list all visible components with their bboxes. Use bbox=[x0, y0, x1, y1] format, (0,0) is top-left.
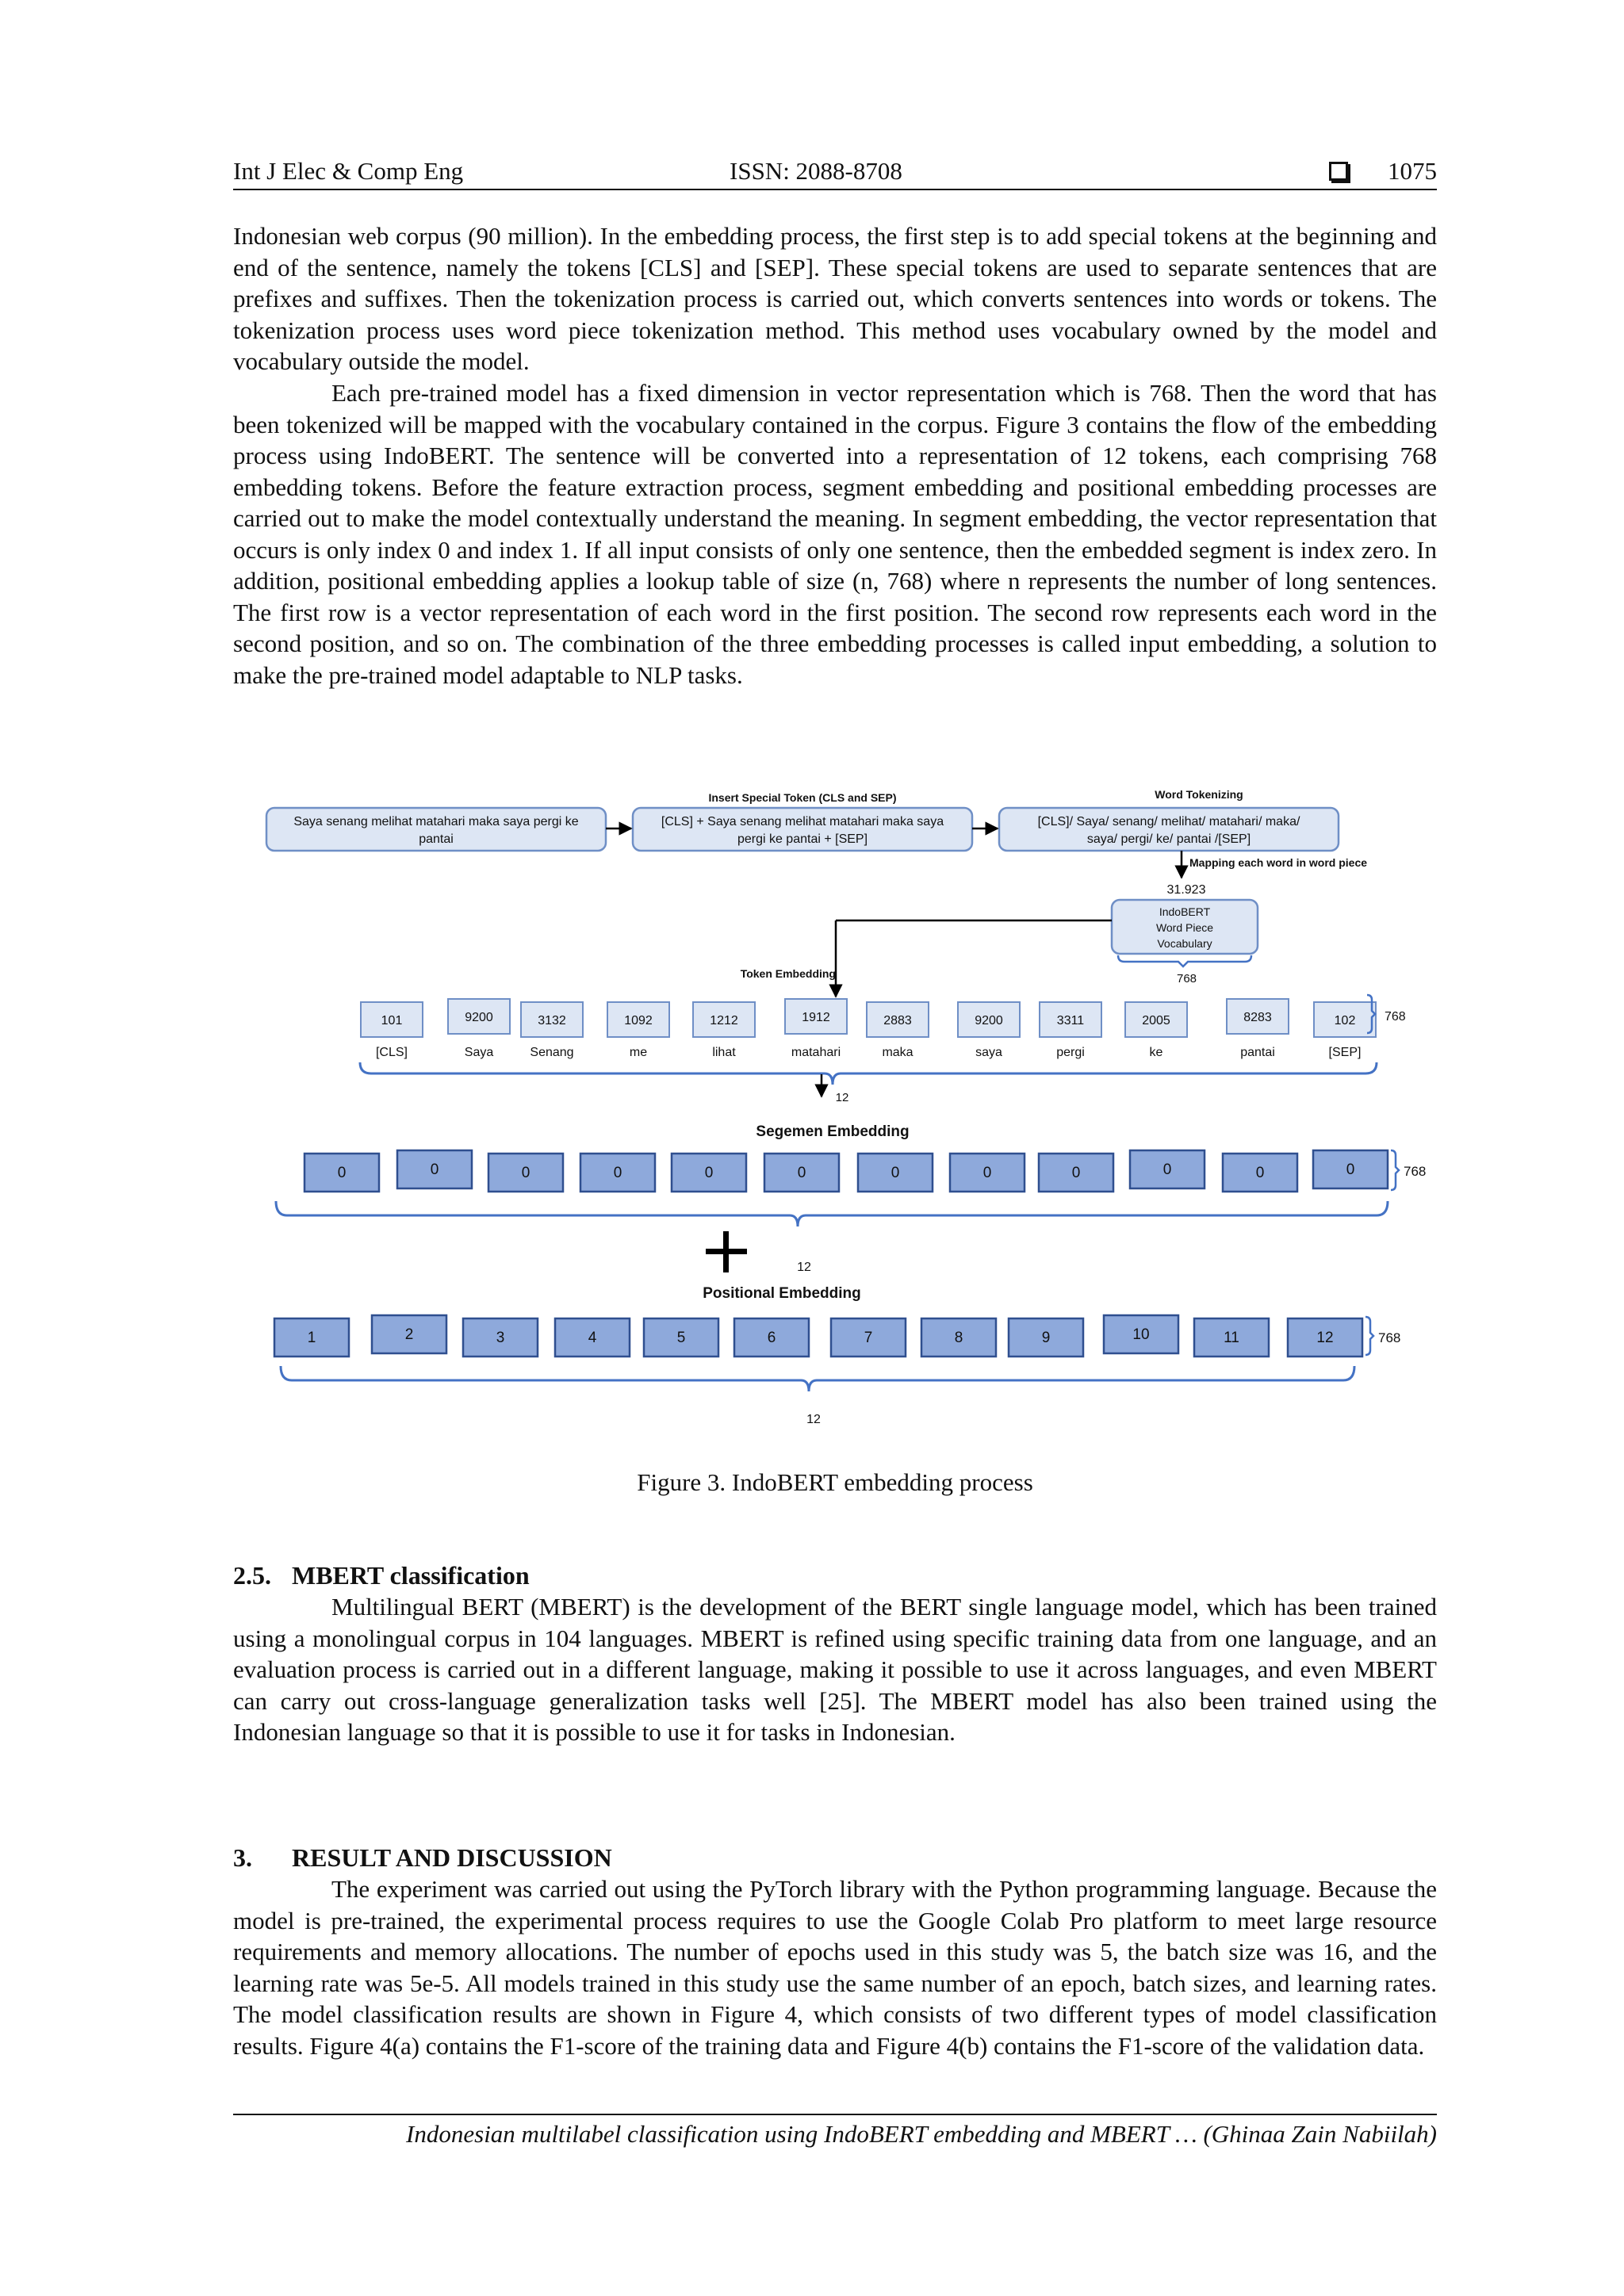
position-value: 2 bbox=[404, 1326, 414, 1343]
page-number: 1075 bbox=[1388, 157, 1437, 185]
position-value: 10 bbox=[1132, 1326, 1150, 1343]
token-count-label: 12 bbox=[835, 1091, 849, 1104]
figure-3 bbox=[233, 781, 1437, 1439]
plus-icon bbox=[723, 1231, 729, 1272]
paragraph-2: Each pre-trained model has a fixed dimension in vector representation which is 768. Then the word that has been tokenized will be mapped with the vocabulary contained in the corpus. Figure 3 contains the flow of the embedding process using IndoBERT. The sentence will be converted into a representation of 12 tokens, each comprising 768 embedding tokens. Before the feature extraction process, segment embedding and positional embedding processes are carried out to make the model contextually understand the meaning. In segment embedding, the vector representation that occurs is only index 0 and index 1. If all input consists of only one sentence, then the embedded segment is index zero. In addition, positional embedding applies a lookup table of size (n, 768) where n represents the number of long sentences. The first row is a vector representation of each word in the first position. The second row represents each word in the second position, and so on. The combination of the three embedding processes is called input embedding, a solution to make the pre-trained model adaptable to NLP tasks. bbox=[233, 379, 1437, 689]
box-text-line-2: saya/ pergi/ ke/ pantai /[SEP] bbox=[1086, 832, 1251, 846]
segment-dim-brace bbox=[1391, 1150, 1399, 1190]
segment-value: 0 bbox=[1346, 1161, 1355, 1178]
token-id: 8283 bbox=[1243, 1011, 1272, 1024]
page-footer: Indonesian multilabel classification using IndoBERT embedding and MBERT … (Ghinaa Zain Nabiilah) bbox=[406, 2120, 1437, 2148]
vocab-line-2: Word Piece bbox=[1155, 921, 1214, 934]
segment-value: 0 bbox=[982, 1165, 992, 1181]
position-value: 11 bbox=[1224, 1330, 1239, 1346]
box-text-line-1: [CLS]/ Saya/ senang/ melihat/ matahari/ maka/ bbox=[1037, 815, 1300, 828]
paragraph-3: Multilingual BERT (MBERT) is the development of the BERT single language model, which has been trained using a monolingual corpus in 104 languages. MBERT is refined using specific training data from one language, and an evaluation process is carried out in a different language, making it possible to use it across languages, and even MBERT can carry out cross-language generalization tasks well [25]. The MBERT model has also been trained using the Indonesian language so that it is possible to use it for tasks in Indonesian. bbox=[233, 1593, 1437, 1746]
square-bullet-icon bbox=[1329, 162, 1348, 181]
paragraph-4: The experiment was carried out using the PyTorch library with the Python programming language. Because the model is pre-trained, the experimental process requires to use the Google Colab Pro platform to meet large resource requirements and memory allocations. The number of epochs used in this study was 5, the batch size was 16, and the learning rate was 5e-5. All models trained in this study use the same number of an epoch, batch sizes, and learning rates. The model classification results are shown in Figure 4, which consists of two different types of model classification results. Figure 4(a) contains the F1-score of the training data and Figure 4(b) contains the F1-score of the validation data. bbox=[233, 1875, 1437, 2060]
section-number: 2.5. bbox=[233, 1561, 271, 1590]
position-value: 5 bbox=[676, 1330, 686, 1346]
position-value: 7 bbox=[864, 1330, 873, 1346]
segment-value: 0 bbox=[1162, 1161, 1172, 1178]
word-tokenizing-label: Word Tokenizing bbox=[1155, 788, 1243, 801]
positional-embedding-label: Positional Embedding bbox=[703, 1285, 861, 1302]
box-text-line-2: pantai bbox=[419, 832, 454, 846]
position-value: 4 bbox=[588, 1330, 597, 1346]
token-id: 101 bbox=[381, 1014, 403, 1027]
mapping-label: Mapping each word in word piece bbox=[1189, 856, 1368, 869]
segment-value: 0 bbox=[891, 1165, 900, 1181]
token-word: matahari bbox=[791, 1046, 841, 1059]
position-value: 6 bbox=[767, 1330, 776, 1346]
segment-value: 0 bbox=[521, 1165, 530, 1181]
section-heading-3 bbox=[233, 1842, 612, 1873]
embedding-diagram bbox=[233, 781, 1437, 1439]
token-word: Saya bbox=[464, 1046, 494, 1059]
box-text-line-1: [CLS] + Saya senang melihat matahari maka saya bbox=[661, 815, 944, 828]
segment-value: 0 bbox=[430, 1161, 439, 1178]
token-word: ke bbox=[1149, 1046, 1163, 1059]
segment-value: 0 bbox=[797, 1165, 806, 1181]
token-id: 1212 bbox=[710, 1014, 738, 1027]
segment-value: 0 bbox=[613, 1165, 622, 1181]
token-id: 9200 bbox=[465, 1011, 493, 1024]
section-number: 3. bbox=[233, 1843, 252, 1872]
vocab-line-3: Vocabulary bbox=[1157, 937, 1212, 950]
token-id: 9200 bbox=[975, 1014, 1003, 1027]
token-word: pergi bbox=[1056, 1046, 1085, 1059]
position-value: 8 bbox=[954, 1330, 963, 1346]
section-title: MBERT classification bbox=[292, 1561, 530, 1590]
footer-rule bbox=[233, 2114, 1437, 2115]
token-id: 3311 bbox=[1056, 1014, 1085, 1027]
segment-value: 0 bbox=[1255, 1165, 1265, 1181]
positional-dim-label: 768 bbox=[1378, 1330, 1401, 1345]
section-title: RESULT AND DISCUSSION bbox=[292, 1843, 612, 1872]
segment-value: 0 bbox=[704, 1165, 714, 1181]
segment-value: 0 bbox=[337, 1165, 347, 1181]
segment-row-brace bbox=[276, 1201, 1388, 1226]
token-id: 2883 bbox=[883, 1014, 912, 1027]
paragraph-1: Indonesian web corpus (90 million). In the embedding process, the first step is to add special tokens at the beginning and end of the sentence, namely the tokens [CLS] and [SEP]. These special tokens are used to separate sentences that are prefixes and suffixes. Then the tokenization process is carried out, which converts sentences into words or tokens. The tokenization process uses word piece tokenization method. This method uses vocabulary owned by the model and vocabulary outside the model. bbox=[233, 222, 1437, 375]
segment-value: 0 bbox=[1071, 1165, 1081, 1181]
token-word: maka bbox=[882, 1046, 914, 1059]
token-word: Senang bbox=[530, 1046, 574, 1059]
vocab-brace bbox=[1118, 955, 1251, 966]
header-rule bbox=[233, 189, 1437, 190]
positional-dim-brace bbox=[1365, 1317, 1373, 1355]
vocab-dim-label: 768 bbox=[1177, 972, 1197, 985]
vocab-line-1: IndoBERT bbox=[1159, 905, 1211, 918]
positional-row-brace bbox=[281, 1366, 1354, 1391]
section-heading-2-5 bbox=[233, 1559, 530, 1591]
token-dim-label: 768 bbox=[1385, 1010, 1406, 1024]
box-text-line-1: Saya senang melihat matahari maka saya pergi ke bbox=[293, 815, 579, 828]
token-word: [CLS] bbox=[375, 1046, 408, 1059]
position-value: 1 bbox=[307, 1330, 316, 1346]
token-word: pantai bbox=[1240, 1046, 1275, 1059]
journal-name: Int J Elec & Comp Eng bbox=[233, 157, 464, 185]
token-id: 3132 bbox=[538, 1014, 566, 1027]
box-text-line-2: pergi ke pantai + [SEP] bbox=[737, 832, 868, 846]
figure-caption: Figure 3. IndoBERT embedding process bbox=[637, 1468, 1033, 1496]
token-row-brace bbox=[360, 1062, 1377, 1085]
token-id: 2005 bbox=[1142, 1014, 1170, 1027]
position-value: 12 bbox=[1316, 1330, 1334, 1346]
token-id: 102 bbox=[1334, 1014, 1356, 1027]
position-value: 9 bbox=[1041, 1330, 1051, 1346]
token-word: [SEP] bbox=[1328, 1046, 1362, 1059]
segment-dim-label: 768 bbox=[1404, 1164, 1427, 1179]
token-word: saya bbox=[975, 1046, 1002, 1059]
token-id: 1912 bbox=[802, 1011, 830, 1024]
token-embedding-label: Token Embedding bbox=[740, 967, 836, 980]
token-word: lihat bbox=[712, 1046, 736, 1059]
vocab-size-label: 31.923 bbox=[1166, 883, 1206, 897]
page-header bbox=[233, 155, 1437, 190]
positional-count-label: 12 bbox=[806, 1413, 821, 1426]
token-id: 1092 bbox=[624, 1014, 653, 1027]
position-value: 3 bbox=[496, 1330, 505, 1346]
issn: ISSN: 2088-8708 bbox=[730, 157, 902, 185]
segment-count-label: 12 bbox=[797, 1261, 811, 1274]
segment-embedding-label: Segemen Embedding bbox=[756, 1123, 910, 1140]
insert-special-token-label: Insert Special Token (CLS and SEP) bbox=[708, 791, 897, 804]
token-word: me bbox=[629, 1046, 648, 1059]
